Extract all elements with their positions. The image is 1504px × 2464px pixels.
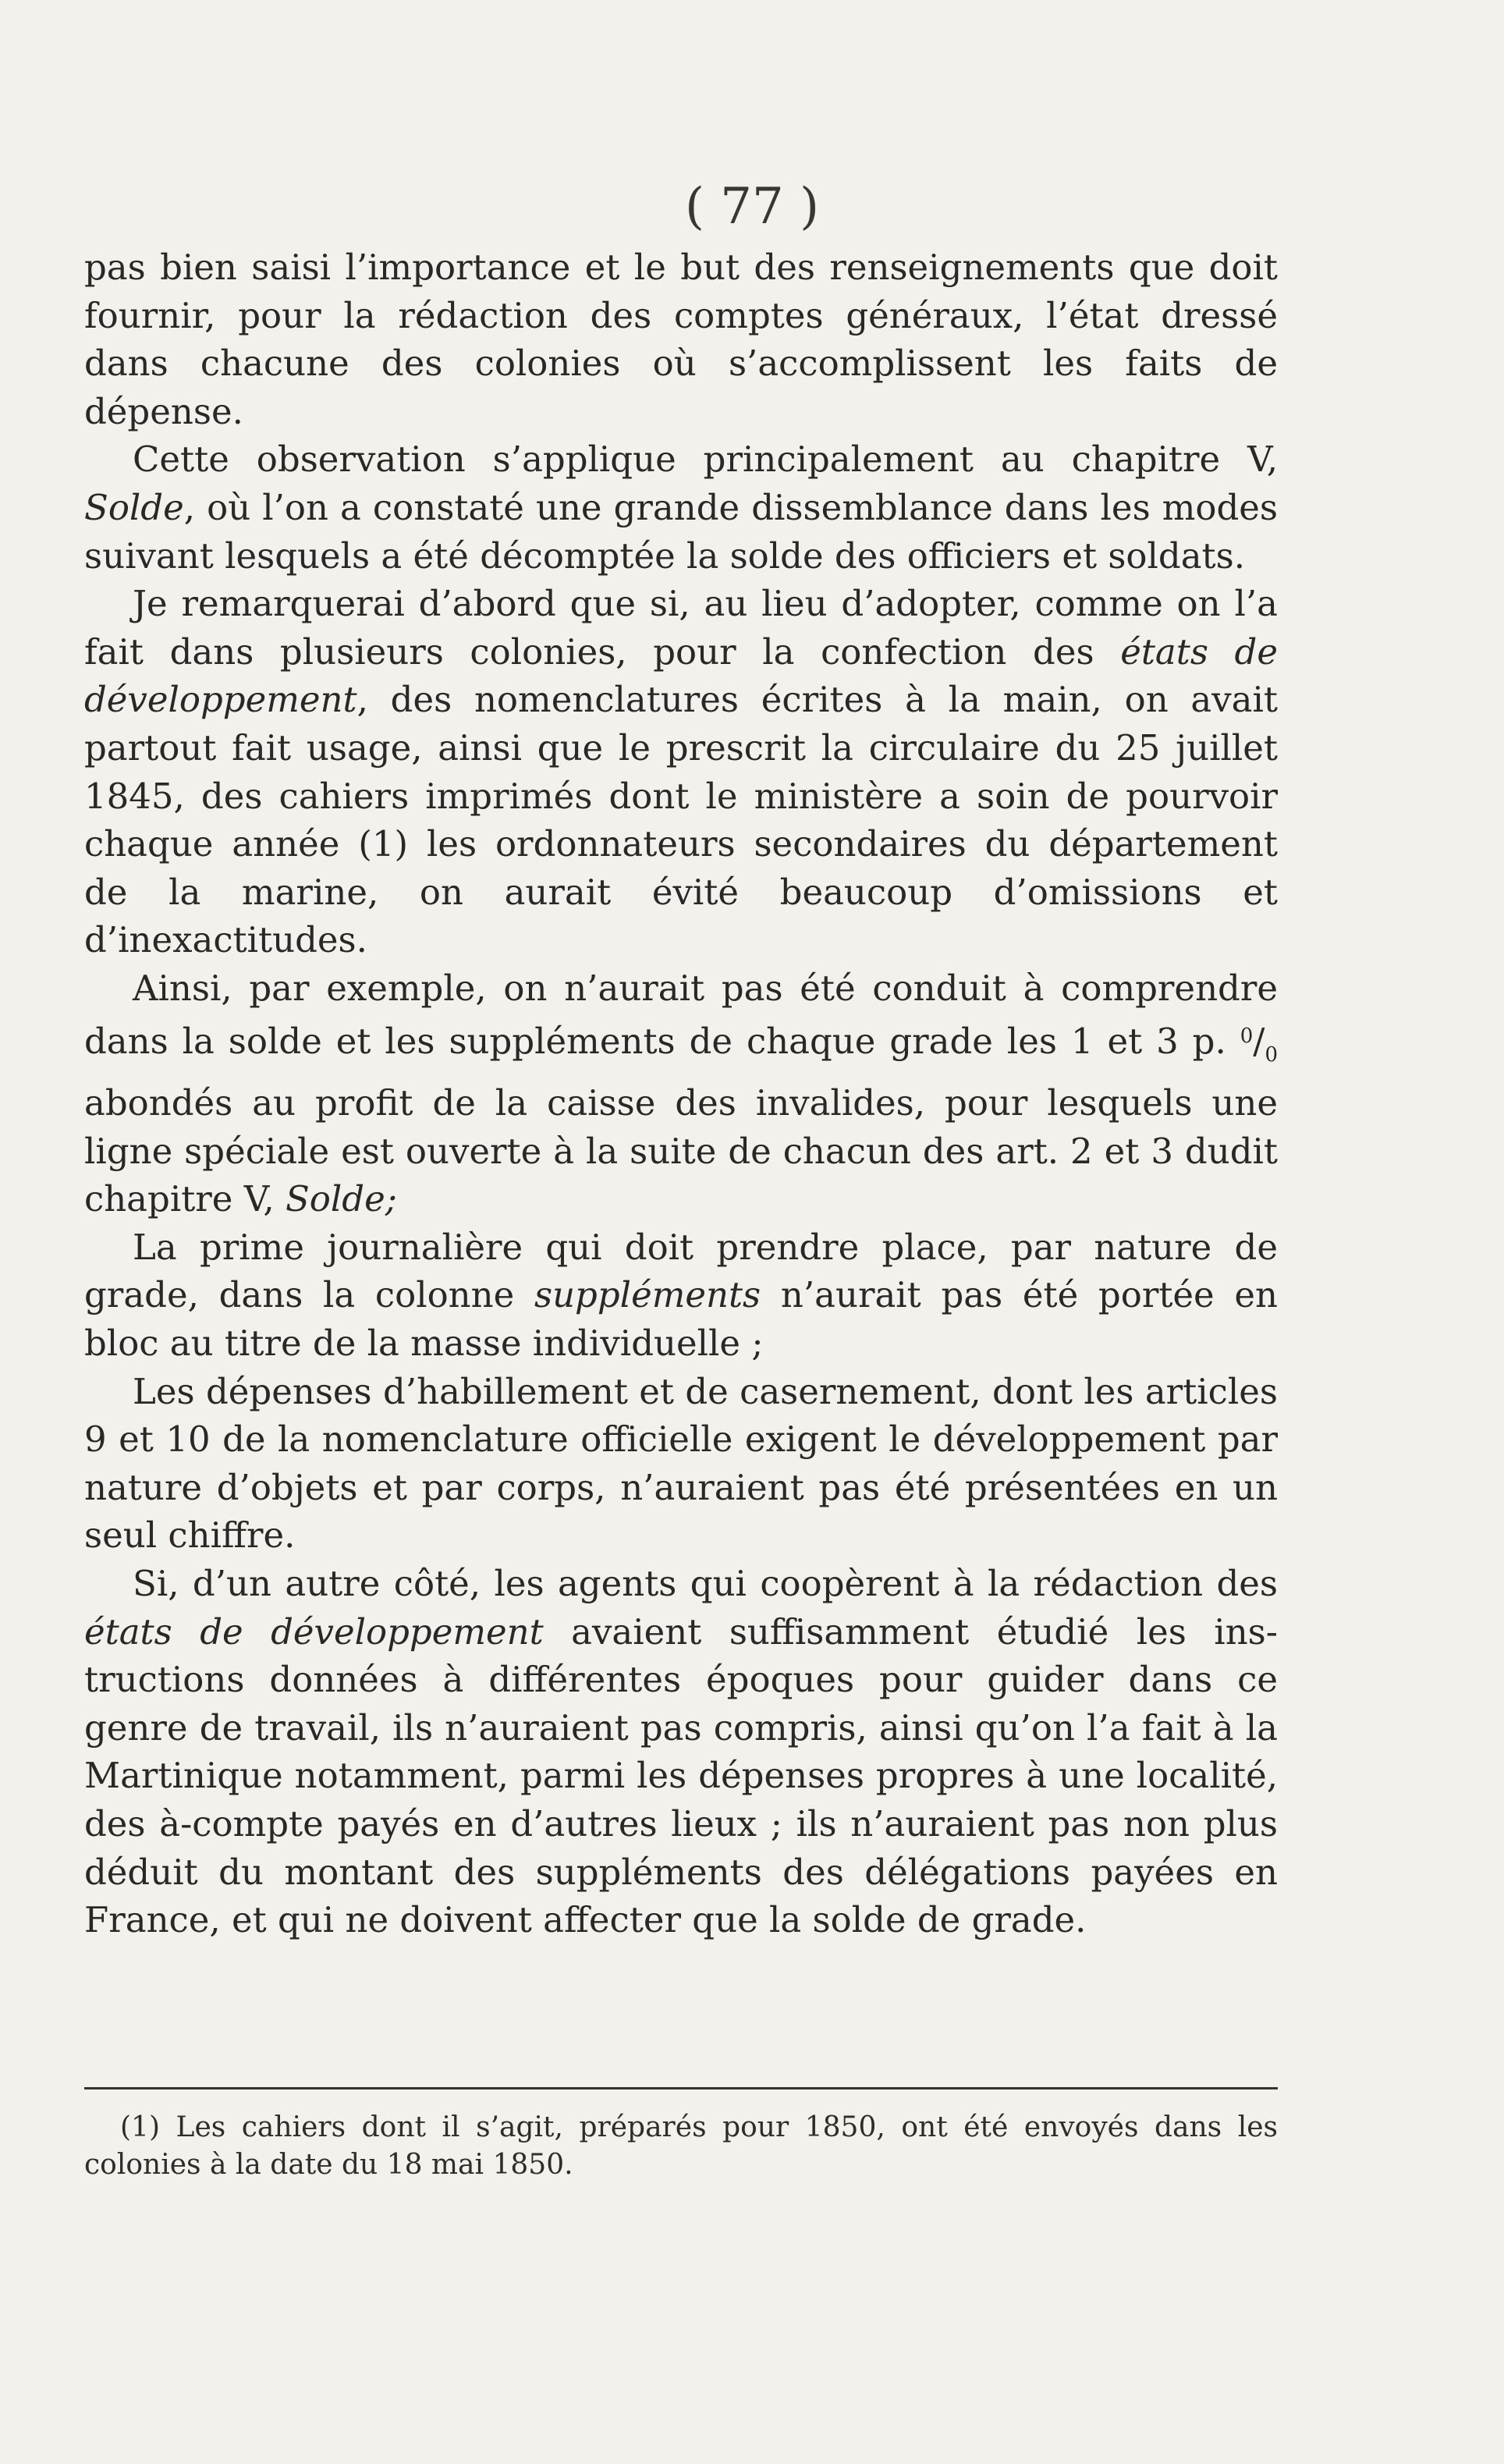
paragraph [84,964,1278,1223]
italic-text: états de développement [84,1610,544,1653]
text-run: Les dépenses d’habillement et de casernement, dont les articles 9 et 10 de la nomenclature officielle exigent le développement par nature d’objets et par corps, n’auraient pas été présentées en un seul chiffre. [84,1370,1278,1557]
subscript: 0 [1265,1042,1278,1067]
text-run: n’aurait pas été portée en bloc au titre de la masse individuelle ; [84,1274,1278,1365]
footnote-text: (1) Les cahiers dont il s’agit, préparés pour 1850, ont été envoyés dans les colonies à la date du 18 mai 1850. [84,2111,1278,2181]
text-run: , où l’on a constaté une grande dissemblance dans les modes suivant lesquels a été décomptée la solde des officiers et soldats. [84,486,1278,577]
italic-text: suppléments [534,1274,761,1316]
text-run: pas bien saisi l’importance et le but des renseignements que doit fournir, pour la rédaction des comptes généraux, l’état dressé dans chacune des colonies où s’accomplissent les faits de dépense. [84,247,1278,432]
page-number-header: ( 77 ) [684,178,820,236]
superscript: 0 [1240,1024,1254,1048]
text-run: avaient suffisamment étudié les instructions données à différentes époques pour guider dans ce genre de travail, ils n’auraient pas compris, ainsi qu’on l’a fait à la Martinique notamment, parmi les dépenses propres à une localité, des à-compte payés en d’autres lieux ; ils n’auraient pas non plus déduit du montant des suppléments des délégations payées en France, et qui ne doivent affecter que la solde de grade. [84,1610,1278,1941]
paragraph [84,1560,1278,1944]
paragraph [84,580,1278,964]
italic-text: états de développement [84,630,1278,721]
text-run: / [1253,1020,1265,1062]
text-run: Cette observation s’applique principalement au chapitre V, [133,438,1278,481]
footnote [84,2109,1278,2184]
italic-text: Solde; [285,1178,397,1220]
text-run: Ainsi, par exemple, on n’aurait pas été conduit à comprendre dans la solde et les suppléments de chaque grade les 1 et 3 p. [84,967,1278,1062]
text-run: , des nomenclatures écrites à la main, on avait partout fait usage, ainsi que le prescrit la circulaire du 25 juillet 1845, des cahiers imprimés dont le ministère a soin de pourvoir chaque année (1) les ordonnateurs secondaires du département de la marine, on aurait évité beaucoup d’omissions et d’inexactitudes. [84,679,1278,961]
text-run: abondés au profit de la caisse des invalides, pour lesquels une ligne spéciale est ouverte à la suite de chacun des art. 2 et 3 dudit chapitre V, [84,1082,1278,1220]
paragraph [84,1368,1278,1560]
body-text [84,243,1278,1944]
paragraph [84,435,1278,580]
text-run: La prime journalière qui doit prendre place, par nature de grade, dans la colonne [84,1226,1278,1316]
text-run: Je remarquerai d’abord que si, au lieu d’adopter, comme on l’a fait dans plusieurs colonies, pour la confection des [84,583,1278,673]
text-run: Si, d’un autre côté, les agents qui coopèrent à la rédaction des [133,1563,1278,1605]
footnote-separator [84,2087,1278,2089]
paragraph [84,243,1278,435]
italic-text: Solde [84,486,184,528]
paragraph [84,1223,1278,1368]
